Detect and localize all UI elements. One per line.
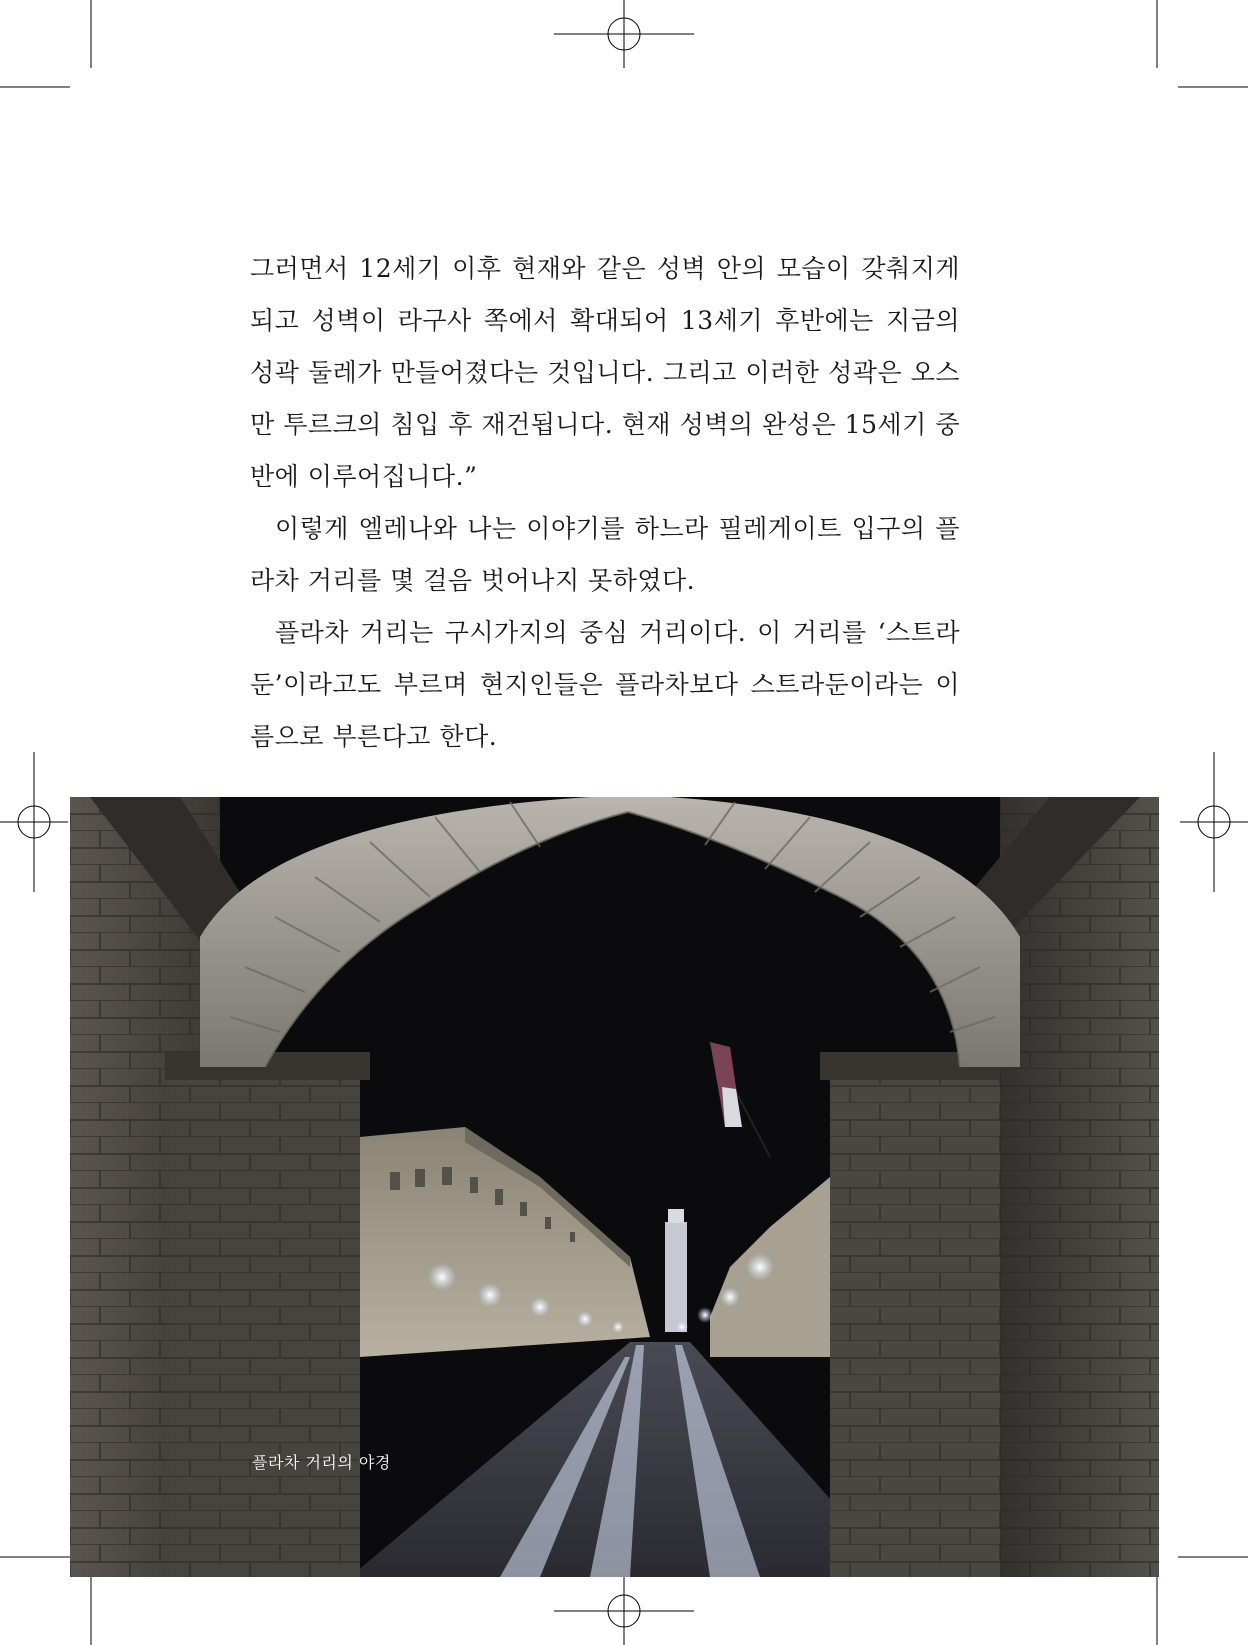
- photo-caption: 플라차 거리의 야경: [252, 1453, 391, 1472]
- registration-mark-bottom: [554, 1577, 694, 1645]
- photo-illustration: [70, 797, 1159, 1577]
- paragraph-2: 이렇게 엘레나와 나는 이야기를 하느라 필레게이트 입구의 플라차 거리를 몇 걸음 벗어나지 못하였다.: [250, 514, 960, 595]
- registration-mark-right: [1180, 752, 1248, 892]
- street-night-photo: [70, 797, 1159, 1577]
- paragraph-1: 그러면서 12세기 이후 현재와 같은 성벽 안의 모습이 갖춰지게 되고 성벽이 라구사 쪽에서 확대되어 13세기 후반에는 지금의 성곽 둘레가 만들어졌다는 것입니다. 그리고 이러한 성곽은 오스만 투르크의 침입 후 재건됩니다. 현재 성벽의 완성은 15세기 중반에 이루어집니다.”: [250, 254, 960, 491]
- registration-mark-left: [0, 752, 68, 892]
- registration-mark-top: [554, 0, 694, 68]
- body-text: [250, 243, 960, 763]
- paragraph-3: 플라차 거리는 구시가지의 중심 거리이다. 이 거리를 ‘스트라둔’이라고도 부르며 현지인들은 플라차보다 스트라둔이라는 이름으로 부른다고 한다.: [250, 618, 960, 751]
